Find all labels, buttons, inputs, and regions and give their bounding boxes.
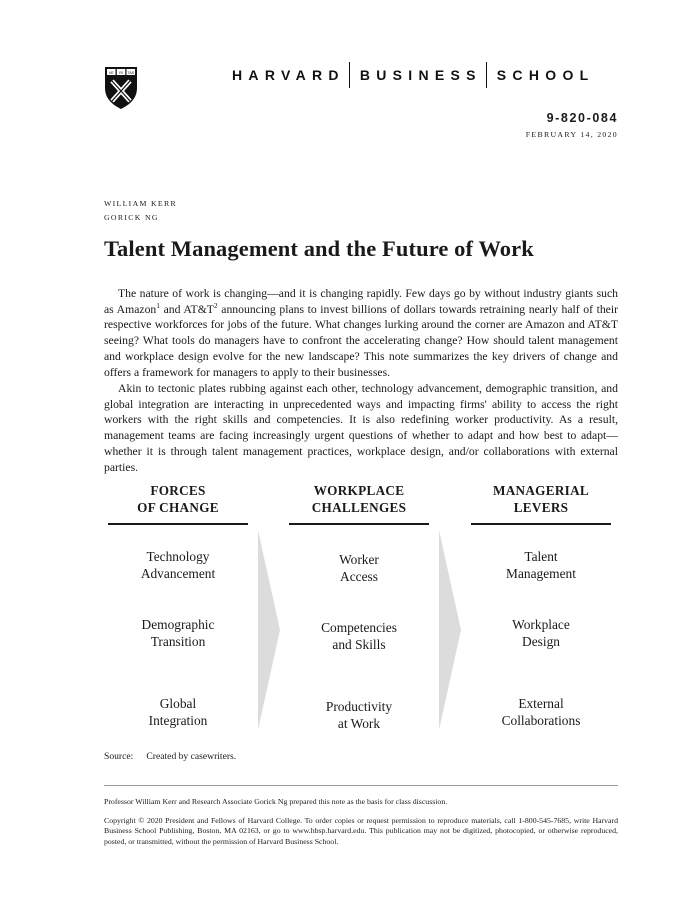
column-rule: [289, 523, 429, 525]
heading-line: MANAGERIAL: [492, 483, 590, 498]
brand-word-school: SCHOOL: [496, 67, 595, 83]
column-heading-challenges: [284, 482, 434, 516]
item-line: Global: [159, 696, 197, 711]
item-line: Technology: [146, 549, 210, 564]
force-item: [103, 548, 253, 582]
footnote-ref[interactable]: 2: [213, 300, 218, 310]
footnote-ref[interactable]: 1: [156, 300, 161, 310]
lever-item: [466, 548, 616, 582]
column-rule: [108, 523, 248, 525]
lever-item: [466, 616, 616, 650]
item-line: Collaborations: [501, 713, 581, 728]
item-line: Management: [506, 566, 576, 581]
heading-line: CHALLENGES: [311, 500, 407, 515]
shield-graphic: [104, 66, 138, 110]
item-line: Design: [522, 634, 560, 649]
flow-arrow-icon: [256, 530, 286, 730]
arrow-shape: [258, 530, 280, 730]
body-paragraph: Akin to tectonic plates rubbing against each other, technology advancement, demographic transition, and global integration are interacting in unprecedented ways and impacting firms' ability to access the right workers with the right skills and competencies. It is also redefining worker productivity. As a result, management teams are facing increasingly urgent questions of whether to adapt and how best to adapt—whether it is through talent management practices, workplace design, and/or collaborations with external parties.: [104, 382, 618, 474]
column-heading-levers: [466, 482, 616, 516]
item-line: Demographic: [141, 617, 215, 632]
column-rule: [471, 523, 611, 525]
document-date: FEBRUARY 14, 2020: [525, 130, 618, 139]
brand-divider: [486, 62, 487, 88]
item-line: Productivity: [325, 699, 393, 714]
harvard-shield-icon: [104, 66, 138, 110]
author-name: WILLIAM KERR: [104, 199, 177, 208]
item-line: Access: [340, 569, 378, 584]
heading-line: FORCES: [150, 483, 206, 498]
body-paragraph: [104, 286, 618, 380]
page-title: Talent Management and the Future of Work: [104, 236, 534, 261]
heading-line: OF CHANGE: [137, 500, 219, 515]
svg-text:RI: RI: [119, 71, 123, 75]
item-line: Transition: [150, 634, 206, 649]
svg-text:TAS: TAS: [127, 71, 135, 75]
lever-item: [466, 695, 616, 729]
document-number: 9-820-084: [546, 111, 618, 125]
school-wordmark: [232, 62, 595, 88]
brand-divider: [349, 62, 350, 88]
item-line: External: [518, 696, 564, 711]
paragraph-text: and AT&T: [160, 302, 214, 316]
paragraph-text: announcing plans to invest billions of dollars towards retraining nearly half of their respective workforces for jobs of the future. What changes lurking around the corner are Amazon and AT&T seeing? What tools do managers have to confront the accelerating change? How should talent management and workplace design evolve for the new landscape? This note summarizes the key drivers of change and offers a framework for managers to apply to their businesses.: [104, 302, 618, 379]
footer-divider: [104, 785, 618, 786]
brand-word-business: BUSINESS: [359, 67, 482, 83]
item-line: at Work: [337, 716, 381, 731]
paragraph-text: The nature of work is changing—and it is changing rapidly. Few days go by without industry giants such as Amazon: [104, 287, 618, 316]
item-line: Advancement: [140, 566, 216, 581]
copyright-notice: Copyright © 2020 President and Fellows of Harvard College. To order copies or request permission to reproduce materials, call 1-800-545-7685, write Harvard Business School Publishing, Boston, MA 02163, or go to www.hbsp.harvard.edu. This publication may not be digitized, photocopied, or otherwise reproduced, posted, or transmitted, without the permission of Harvard Business School.: [104, 816, 618, 846]
challenge-item: [284, 551, 434, 585]
author-name: GORICK NG: [104, 213, 159, 222]
column-heading-forces: [103, 482, 253, 516]
item-line: Worker: [339, 552, 379, 567]
item-line: Integration: [148, 713, 208, 728]
item-line: and Skills: [332, 637, 386, 652]
heading-line: LEVERS: [513, 500, 569, 515]
svg-text:VE: VE: [108, 71, 114, 75]
prepared-by-note: Professor William Kerr and Research Associate Gorick Ng prepared this note as the basis for class discussion.: [104, 797, 448, 806]
force-item: [103, 695, 253, 729]
challenge-item: [284, 619, 434, 653]
arrow-shape: [439, 530, 461, 730]
brand-word-harvard: HARVARD: [232, 67, 345, 83]
item-line: Talent: [524, 549, 558, 564]
item-line: Workplace: [512, 617, 570, 632]
source-note: [104, 751, 236, 762]
heading-line: WORKPLACE: [313, 483, 405, 498]
challenge-item: [284, 698, 434, 732]
item-line: Competencies: [321, 620, 397, 635]
source-text: Created by casewriters.: [146, 751, 237, 762]
force-item: [103, 616, 253, 650]
flow-arrow-icon: [437, 530, 467, 730]
source-label: Source:: [104, 751, 134, 762]
